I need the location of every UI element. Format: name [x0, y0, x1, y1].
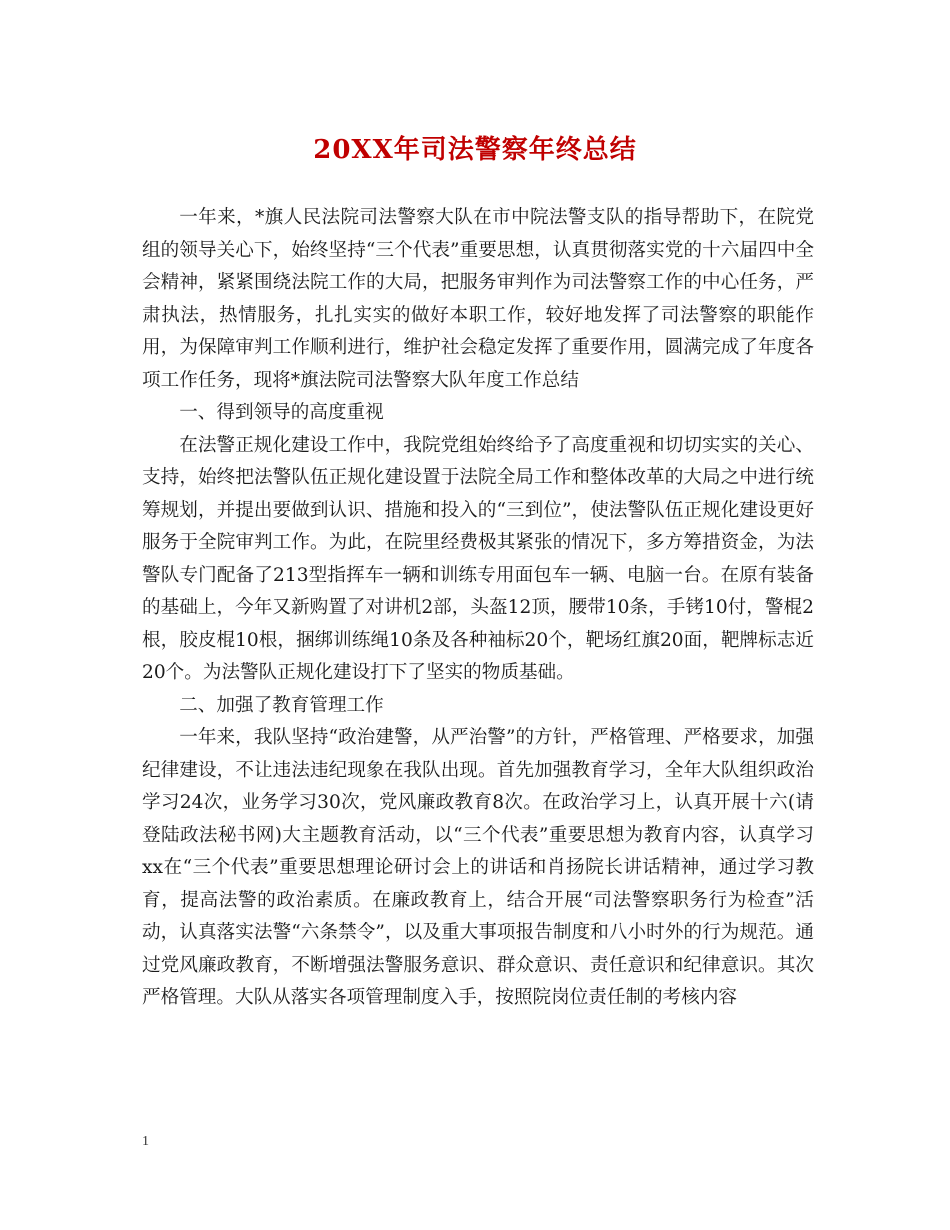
document-title: 20XX年司法警察年终总结	[313, 135, 637, 165]
paragraph-section-2: 一年来，我队坚持“政治建警，从严治警”的方针，严格管理、严格要求，加强纪律建设，不让违法违纪现象在我队出现。首先加强教育学习，全年大队组织政治学习24次，业务学习30次，党风廉政教育8次。在政治学习上，认真开展十六(请登陆政法秘书网)大主题教育活动，以“三个代表”重要思想为教育内容，认真学习xx在“三个代表”重要思想理论研讨会上的讲话和肖扬院长讲话精神，通过学习教育，提高法警的政治素质。在廉政教育上，结合开展“司法警察职务行为检查”活动，认真落实法警“六条禁令”，以及重大事项报告制度和八小时外的行为规范。通过党风廉政教育，不断增强法警服务意识、群众意识、责任意识和纪律意识。其次严格管理。大队从落实各项管理制度入手，按照院岗位责任制的考核内容	[142, 727, 814, 1008]
section-heading-2: 二、加强了教育管理工作	[179, 694, 384, 716]
section-heading-1: 一、得到领导的高度重视	[179, 402, 384, 423]
document-body	[142, 202, 814, 1015]
page-number: 1	[142, 1134, 149, 1149]
paragraph-section-1: 在法警正规化建设工作中，我院党组始终给予了高度重视和切切实实的关心、支持，始终把法警队伍正规化建设置于法院全局工作和整体改革的大局之中进行统筹规划，并提出要做到认识、措施和投入的“三到位”，使法警队伍正规化建设更好服务于全院审判工作。为此，在院里经费极其紧张的情况下，多方筹措资金，为法警队专门配备了213型指挥车一辆和训练专用面包车一辆、电脑一台。在原有装备的基础上，今年又新购置了对讲机2部，头盔12顶，腰带10条，手铐10付，警棍2根，胶皮棍10根，捆绑训练绳10条及各种袖标20个，靶场红旗20面，靶牌标志近20个。为法警队正规化建设打下了坚实的物质基础。	[142, 434, 814, 683]
paragraph-intro: 一年来，*旗人民法院司法警察大队在市中院法警支队的指导帮助下，在院党组的领导关心下，始终坚持“三个代表”重要思想，认真贯彻落实党的十六届四中全会精神，紧紧围绕法院工作的大局，把服务审判作为司法警察工作的中心任务，严肃执法，热情服务，扎扎实实的做好本职工作，较好地发挥了司法警察的职能作用，为保障审判工作顺利进行，维护社会稳定发挥了重要作用，圆满完成了年度各项工作任务，现将*旗法院司法警察大队年度工作总结	[142, 207, 814, 391]
